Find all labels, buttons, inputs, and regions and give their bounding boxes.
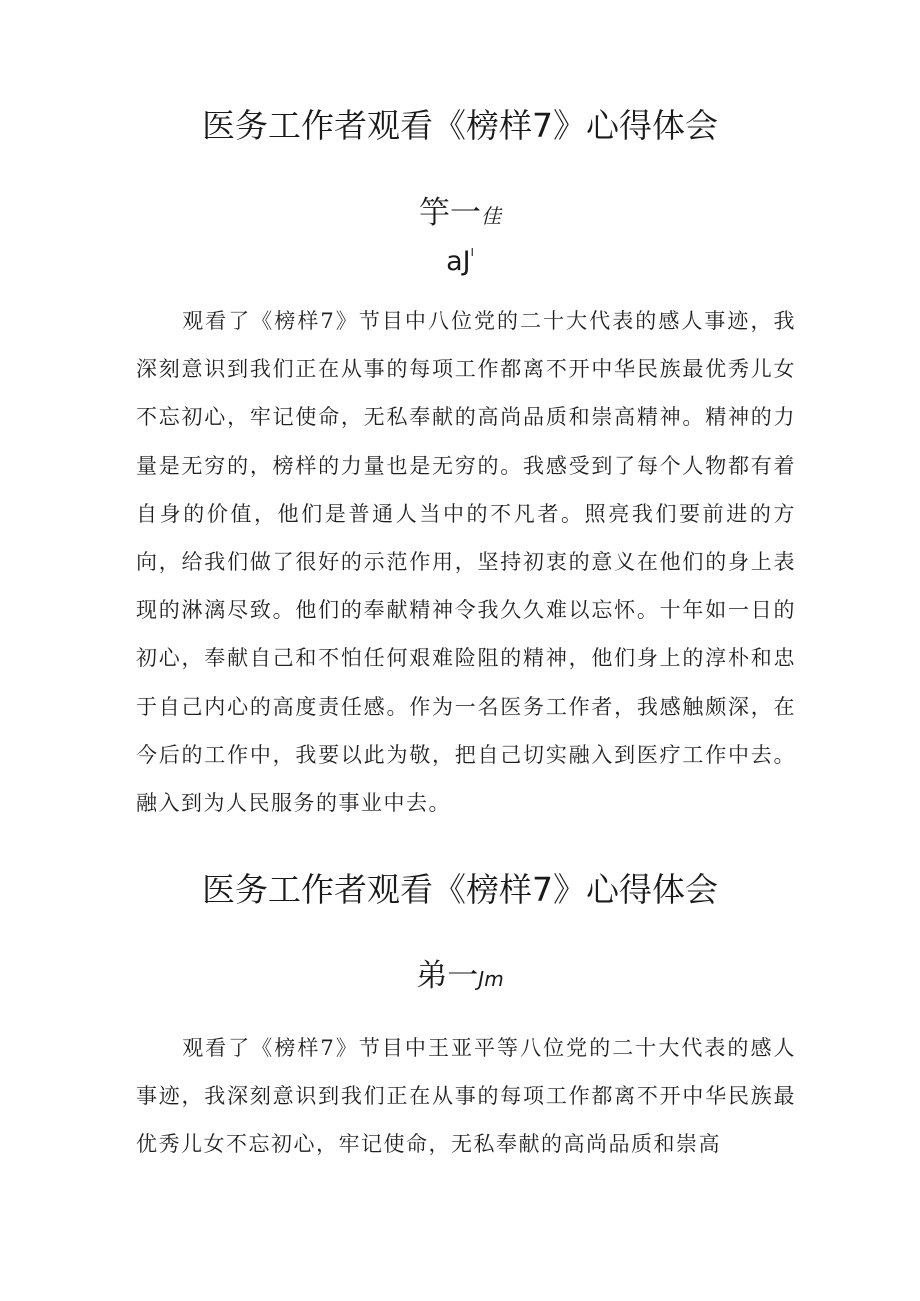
section2-subtitle-main: 弟一 (416, 958, 479, 994)
section1-subline (0, 236, 920, 279)
section1-subtitle-tail: 佳 (481, 204, 501, 228)
section2-paragraph: 观看了《榜样7》节目中王亚平等八位党的二十大代表的感人事迹，我深刻意识到我们正在从事的每项工作都离不开中华民族最优秀儿女不忘初心，牢记使命，无私奉献的高尚品质和崇高 (136, 1036, 796, 1157)
section2-subtitle (0, 956, 920, 999)
section1-subline-main: aJ (446, 246, 471, 277)
section1-title: 医务工作者观看《榜样7》心得体会 (202, 106, 718, 145)
section2-title: 医务工作者观看《榜样7》心得体会 (202, 870, 718, 909)
section1-subtitle-main: 竽一 (419, 195, 481, 231)
section1-subline-tiny: I (470, 246, 474, 259)
section2-subtitle-tail: Jm (478, 967, 504, 991)
section1-paragraph: 观看了《榜样7》节目中八位党的二十大代表的感人事迹，我深刻意识到我们正在从事的每项工作都离不开中华民族最优秀儿女不忘初心，牢记使命，无私奉献的高尚品质和崇高精神。精神的力量是无穷的，榜样的力量也是无穷的。我感受到了每个人物都有着自身的价值，他们是普通人当中的不凡者。照亮我们要前进的方向，给我们做了很好的示范作用，坚持初衷的意义在他们的身上表现的淋漓尽致。他们的奉献精神令我久久难以忘怀。十年如一日的初心，奉献自己和不怕任何艰难险阻的精神，他们身上的淳朴和忠于自己内心的高度责任感。作为一名医务工作者，我感触颇深，在今后的工作中，我要以此为敬，把自己切实融入到医疗工作中去。融入到为人民服务的事业中去。 (136, 309, 796, 816)
section1-subtitle (0, 193, 920, 236)
